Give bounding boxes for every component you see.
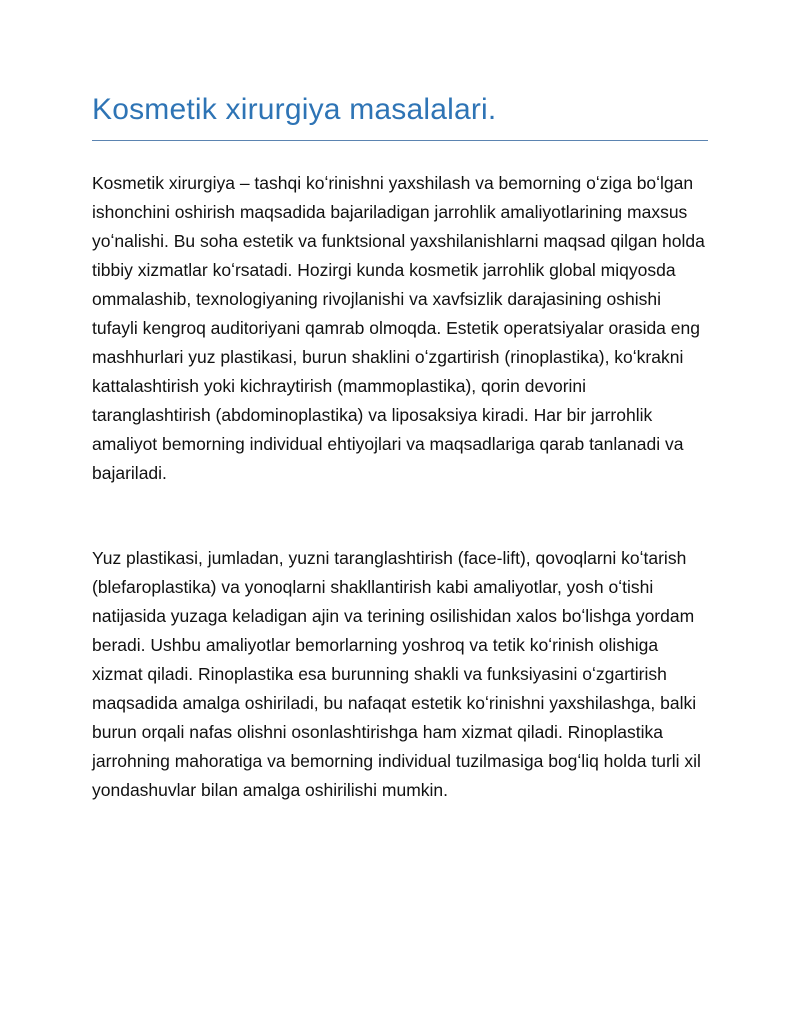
paragraph-1: Kosmetik xirurgiya – tashqi koʻrinishni yaxshilash va bemorning oʻziga boʻlgan ishonchini oshirish maqsadida bajariladigan jarrohlik amaliyotlarining maxsus yoʻnalishi. Bu soha estetik va funktsional yaxshilanishlarni maqsad qilgan holda tibbiy xizmatlar koʻrsatadi. Hozirgi kunda kosmetik jarrohlik global miqyosda ommalashib, texnologiyaning rivojlanishi va xavfsizlik darajasining oshishi tufayli kengroq auditoriyani qamrab olmoqda. Estetik operatsiyalar orasida eng mashhurlari yuz plastikasi, burun shaklini oʻzgartirish (rinoplastika), koʻkrakni kattalashtirish yoki kichraytirish (mammoplastika), qorin devorini taranglashtirish (abdominoplastika) va liposaksiya kiradi. Har bir jarrohlik amaliyot bemorning individual ehtiyojlari va maqsadlariga qarab tanlanadi va bajariladi. bbox=[92, 173, 705, 483]
document-body bbox=[92, 169, 708, 805]
page-title: Kosmetik xirurgiya masalalari. bbox=[92, 93, 497, 126]
title-divider bbox=[92, 140, 708, 141]
paragraph-2: Yuz plastikasi, jumladan, yuzni taranglashtirish (face-lift), qovoqlarni koʻtarish (blefaroplastika) va yonoqlarni shakllantirish kabi amaliyotlar, yosh oʻtishi natijasida yuzaga keladigan ajin va terining osilishidan xalos boʻlishga yordam beradi. Ushbu amaliyotlar bemorlarning yoshroq va tetik koʻrinish olishiga xizmat qiladi. Rinoplastika esa burunning shakli va funksiyasini oʻzgartirish maqsadida amalga oshiriladi, bu nafaqat estetik koʻrinishni yaxshilashga, balki burun orqali nafas olishni osonlashtirishga ham xizmat qiladi. Rinoplastika jarrohning mahoratiga va bemorning individual tuzilmasiga bogʻliq holda turli xil yondashuvlar bilan amalga oshirilishi mumkin. bbox=[92, 548, 701, 800]
